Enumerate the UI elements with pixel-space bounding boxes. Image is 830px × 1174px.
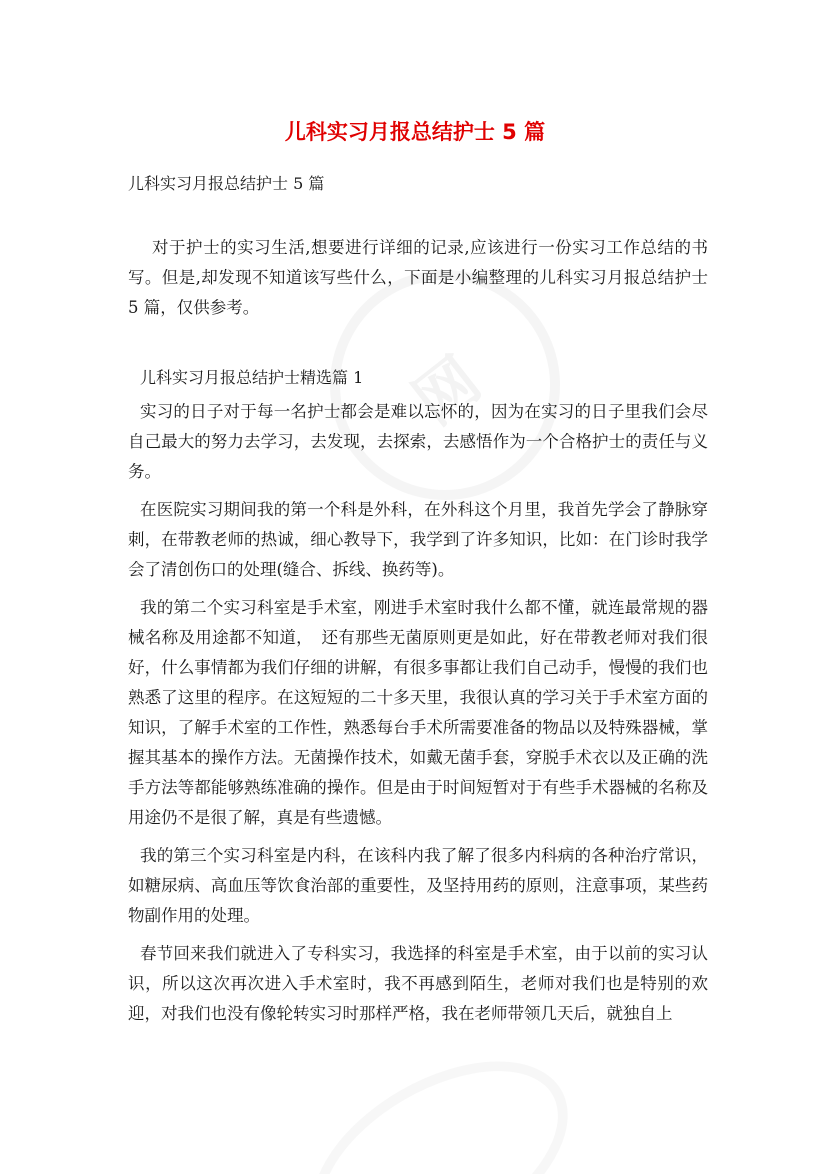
document-subtitle: 儿科实习月报总结护士 5 篇: [128, 174, 325, 193]
body-paragraph: 实习的日子对于每一名护士都会是难以忘怀的，因为在实习的日子里我们会尽自己最大的努力去学习，去发现，去探索，去感悟作为一个合格护士的责任与义务。: [128, 402, 708, 481]
watermark-logo: 网: [284, 224, 607, 547]
document-body: [128, 233, 708, 1037]
body-paragraph: 春节回来我们就进入了专科实习，我选择的科室是手术室，由于以前的实习认识，所以这次再次进入手术室时，我不再感到陌生，老师对我们也是特别的欢迎，对我们也没有像轮转实习时那样严格，我在老师带领几天后，就独自上: [128, 944, 708, 1023]
intro-paragraph: 对于护士的实习生活,想要进行详细的记录,应该进行一份实习工作总结的书写。但是,却发现不知道该写些什么，下面是小编整理的儿科实习月报总结护士 5 篇，仅供参考。: [128, 238, 708, 317]
body-paragraph: 在医院实习期间我的第一个科是外科，在外科这个月里，我首先学会了静脉穿刺，在带教老师的热诚，细心教导下，我学到了许多知识，比如：在门诊时我学会了清创伤口的处理(缝合、拆线、换药等)。: [128, 500, 708, 579]
watermark-logo-bottom: [279, 1021, 601, 1174]
document-title: 儿科实习月报总结护士 5 篇: [284, 120, 546, 144]
body-paragraph: 我的第二个实习科室是手术室，刚进手术室时我什么都不懂，就连最常规的器械名称及用途都不知道， 还有那些无菌原则更是如此，好在带教老师对我们很好，什么事情都为我们仔细的讲解，有很多事都让我们自己动手，慢慢的我们也熟悉了这里的程序。在这短短的二十多天里，我很认真的学习关于手术室方面的知识，了解手术室的工作性，熟悉每台手术所需要准备的物品以及特殊器械，掌握其基本的操作方法。无菌操作技术，如戴无菌手套，穿脱手术衣以及正确的洗手方法等都能够熟练准确的操作。但是由于时间短暂对于有些手术器械的名称及用途仍不是很了解，真是有些遗憾。: [128, 598, 708, 827]
section-heading: 儿科实习月报总结护士精选篇 1: [140, 368, 364, 387]
body-paragraph: 我的第三个实习科室是内科，在该科内我了解了很多内科病的各种治疗常识，如糖尿病、高血压等饮食治部的重要性，及坚持用药的原则，注意事项，某些药物副作用的处理。: [128, 846, 708, 925]
